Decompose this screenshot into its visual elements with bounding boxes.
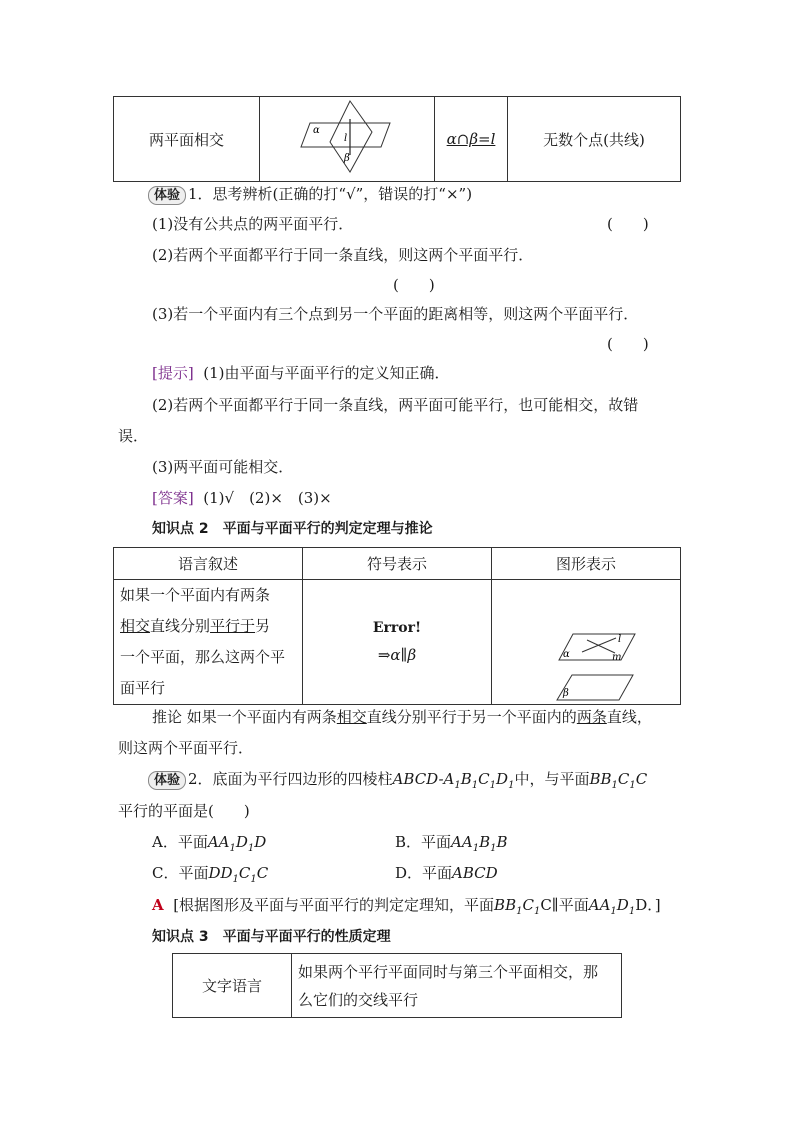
ob-s2: 1 <box>490 843 497 854</box>
option-c[interactable] <box>152 862 268 885</box>
opt-b-pre: B．平面 <box>395 833 452 851</box>
ob-1: AA <box>451 833 473 851</box>
exp1-title-line <box>148 183 472 205</box>
exp-g: D．] <box>635 896 661 914</box>
opt-d-pre: D．平面 <box>395 864 453 882</box>
oa-s1: 1 <box>229 843 236 854</box>
s-g: BB <box>589 770 612 788</box>
s-i: C <box>635 770 648 788</box>
exp2-explanation <box>152 894 661 917</box>
corollary-line1 <box>152 706 652 727</box>
intersect-name-cell <box>114 97 260 182</box>
exp1-q3: (3)若一个平面内有三个点到另一个平面的距离相等，则这两个平面平行． <box>152 305 639 323</box>
exp1-q1-paren: ( ) <box>607 215 649 233</box>
s-e: D <box>496 770 509 788</box>
opt-a-pre: A．平面 <box>152 833 208 851</box>
intersecting-planes-figure <box>260 97 434 181</box>
exp1-q2: (2)若两个平面都平行于同一条直线，则这两个平面平行． <box>152 246 534 264</box>
oa-3: D <box>254 833 267 851</box>
hint3: (3)两平面可能相交． <box>152 458 294 476</box>
kp2-word-parallel: 平行于 <box>210 617 256 635</box>
oa-2: D <box>235 833 248 851</box>
intersect-name: 两平面相交 <box>148 130 224 149</box>
cor-e: 直线， <box>606 708 652 726</box>
oc-3: C <box>256 864 269 882</box>
kp2-word-intersect: 相交 <box>120 617 151 635</box>
intersect-symbol-cell <box>435 97 508 182</box>
s-sub6: 1 <box>629 780 636 791</box>
intersect-symbol: α∩β=l <box>446 130 496 148</box>
exp-d: C∥平面 <box>540 896 589 914</box>
opt-c-pre: C．平面 <box>152 864 209 882</box>
kp2-word-lines: 直线分别 <box>150 617 211 635</box>
corollary-line2: 则这两个平面平行． <box>118 739 254 757</box>
kp2-symbol-cell <box>303 580 492 705</box>
kp2-col3: 图形表示 <box>492 548 681 580</box>
kp2-word-other: 另 <box>255 617 271 635</box>
kp2-table <box>113 547 681 705</box>
exp1-badge: 体验 <box>148 186 186 205</box>
kp3-label: 文字语言 <box>173 954 292 1018</box>
kp2-heading: 知识点 2 平面与平面平行的判定定理与推论 <box>152 521 433 537</box>
cor-b: 相交 <box>336 708 367 726</box>
kp2-col2: 符号表示 <box>303 548 492 580</box>
kp2-line3: 一个平面，那么这两个平 <box>120 648 286 666</box>
kp2-line1: 如果一个平面内有两条 <box>120 586 271 604</box>
s-sub4: 1 <box>508 780 515 791</box>
fig-l: l <box>618 634 622 645</box>
oa-1: AA <box>207 833 230 851</box>
s-d: C <box>478 770 490 788</box>
oc-1: DD <box>208 864 233 882</box>
ob-2: B <box>479 833 491 851</box>
answer: (1)√ (2)× (3)× <box>203 489 332 507</box>
kp2-col1: 语言叙述 <box>114 548 303 580</box>
s-h: C <box>617 770 630 788</box>
exp2-answer: A <box>152 896 164 914</box>
kp2-line4: 面平行 <box>120 679 166 697</box>
answer-label: [答案] <box>152 489 194 507</box>
parallel-planes-figure <box>492 580 680 704</box>
exp2-badge: 体验 <box>148 771 186 790</box>
s-c: B <box>460 770 472 788</box>
exp1-q1: (1)没有公共点的两平面平行． <box>152 215 354 233</box>
kp2-line2 <box>120 611 302 642</box>
ob-3: B <box>496 833 508 851</box>
exp-s4: 1 <box>628 906 636 917</box>
cor-c: 直线分别平行于另一个平面内的 <box>366 708 577 726</box>
s-b: ABCD-A <box>392 770 455 788</box>
exp2-stem-f: 中，与平面 <box>514 770 590 788</box>
exp-s3: 1 <box>610 906 617 917</box>
option-a[interactable] <box>152 831 266 854</box>
exp-e: AA <box>588 896 611 914</box>
option-d[interactable] <box>395 862 498 883</box>
ob-s1: 1 <box>472 843 480 854</box>
intersect-points: 无数个点(共线) <box>543 130 645 149</box>
exp2-stem-a: 2．底面为平行四边形的四棱柱 <box>188 770 393 788</box>
figure-alpha-label: α <box>313 125 320 136</box>
cor-d: 两条 <box>576 708 607 726</box>
exp-a: [根据图形及平面与平面平行的判定定理知，平面 <box>173 896 495 914</box>
exp-c: C <box>522 896 534 914</box>
kp3-table <box>172 953 622 1018</box>
opt-d-text: ABCD <box>452 864 498 882</box>
s-sub3: 1 <box>489 780 497 791</box>
hint2a: (2)若两个平面都平行于同一条直线，两平面可能平行，也可能相交，故错 <box>152 396 639 414</box>
kp2-implies: ⇒α∥β <box>377 646 417 664</box>
kp3-heading: 知识点 3 平面与平面平行的性质定理 <box>152 929 391 945</box>
oc-s1: 1 <box>232 874 239 885</box>
figure-beta-label: β <box>344 153 350 164</box>
intersect-table <box>113 96 681 182</box>
oc-2: C <box>238 864 251 882</box>
s-sub1: 1 <box>454 780 461 791</box>
hint2b: 误． <box>118 427 149 445</box>
kp3-text1: 如果两个平行平面同时与第三个平面相交，那 <box>298 962 599 981</box>
exp2-stem-line1 <box>148 768 647 791</box>
s-sub5: 1 <box>611 780 618 791</box>
exp-b: BB <box>494 896 517 914</box>
oc-s2: 1 <box>250 874 257 885</box>
kp2-figure-cell <box>492 580 681 705</box>
fig-alpha: α <box>563 649 570 660</box>
kp2-error: Error! <box>372 620 422 636</box>
figure-l-label: l <box>344 133 348 144</box>
kp3-text-cell <box>292 954 622 1018</box>
fig-m: m <box>612 652 622 663</box>
s-sub2: 1 <box>471 780 479 791</box>
hint-label: [提示] <box>152 364 194 382</box>
kp3-text2: 么它们的交线平行 <box>298 990 419 1009</box>
fig-beta: β <box>563 688 569 699</box>
hint-line1 <box>152 362 450 383</box>
cor-a: 推论 如果一个平面内有两条 <box>152 708 337 726</box>
exp1-title: 1．思考辨析(正确的打“√”，错误的打“×”) <box>188 185 473 203</box>
exp-f: D <box>616 896 629 914</box>
kp2-statement <box>114 580 303 705</box>
option-b[interactable] <box>395 831 508 854</box>
intersect-figure-cell <box>260 97 435 182</box>
answer-line <box>152 487 332 508</box>
hint1: (1)由平面与平面平行的定义知正确． <box>203 364 450 382</box>
intersect-points-cell <box>508 97 681 182</box>
exp-s2: 1 <box>533 906 541 917</box>
exp-s1: 1 <box>516 906 523 917</box>
exp1-q3-paren: ( ) <box>607 335 649 353</box>
oa-s2: 1 <box>247 843 255 854</box>
exp2-stem-line2: 平行的平面是( ) <box>118 802 250 820</box>
exp1-q2-paren: ( ) <box>393 276 435 294</box>
